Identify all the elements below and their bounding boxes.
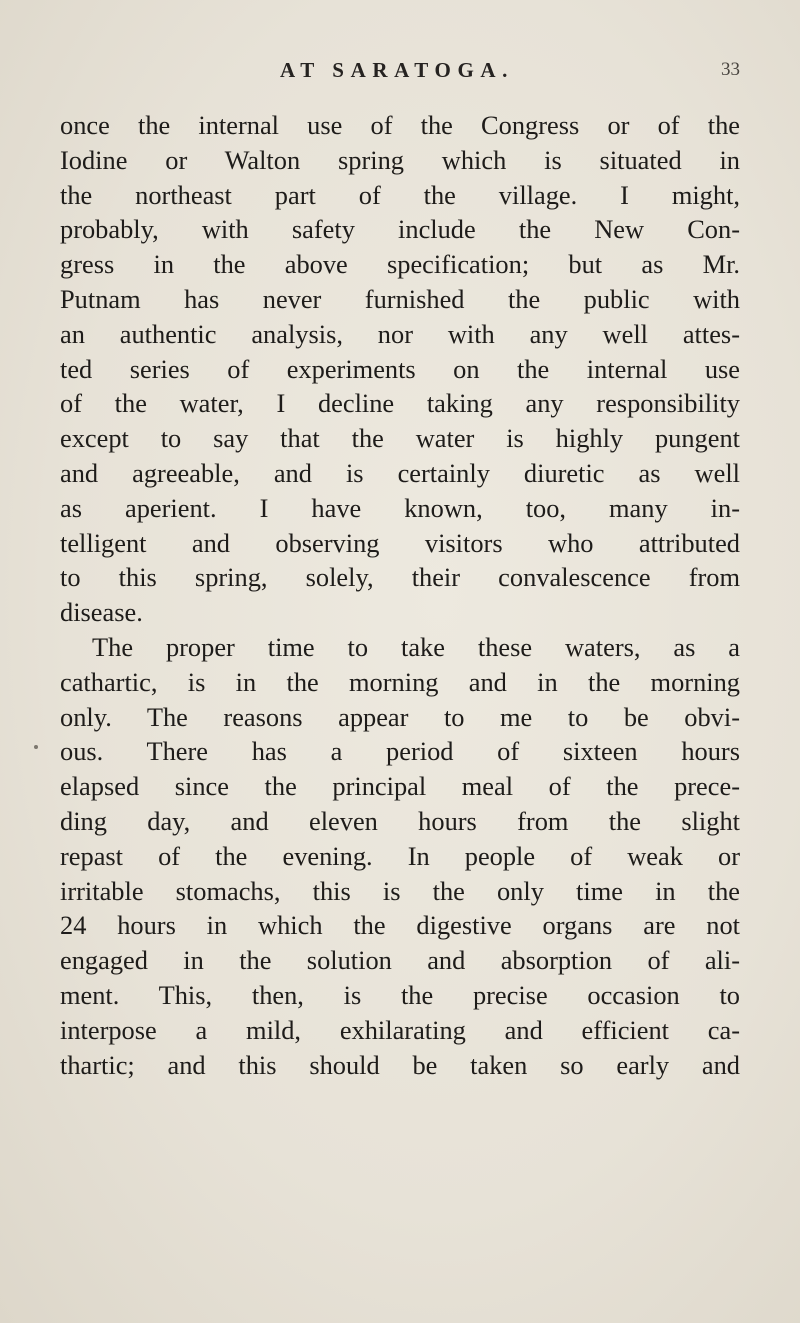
text-line: as aperient. I have known, too, many in- bbox=[60, 492, 740, 523]
text-line: probably, with safety include the New Con- bbox=[60, 214, 740, 245]
text-line: only. The reasons appear to me to be obvi- bbox=[60, 701, 740, 732]
text-line: an authentic analysis, nor with any well attes- bbox=[60, 318, 740, 349]
text-line: irritable stomachs, this is the only time in the bbox=[60, 875, 740, 906]
text-line: interpose a mild, exhilarating and efficient ca- bbox=[60, 1014, 740, 1045]
text-line: ous. There has a period of sixteen hours bbox=[60, 736, 740, 767]
text-line: Iodine or Walton spring which is situated in bbox=[60, 144, 740, 175]
body-text bbox=[60, 108, 740, 1082]
paragraph-end-line: disease. bbox=[60, 597, 143, 628]
text-line: once the internal use of the Congress or of the bbox=[60, 110, 740, 140]
text-line: except to say that the water is highly pungent bbox=[60, 423, 740, 454]
page-header bbox=[250, 58, 740, 88]
text-line: cathartic, is in the morning and in the morning bbox=[60, 666, 740, 697]
text-line: and agreeable, and is certainly diuretic as well bbox=[60, 457, 740, 488]
text-line: ted series of experiments on the internal use bbox=[60, 353, 740, 384]
running-title: AT SARATOGA. bbox=[280, 58, 515, 82]
text-line: 24 hours in which the digestive organs are not bbox=[60, 910, 740, 941]
text-line: ding day, and eleven hours from the slight bbox=[60, 805, 740, 836]
text-line: of the water, I decline taking any responsibility bbox=[60, 388, 740, 419]
text-line: ment. This, then, is the precise occasion to bbox=[60, 979, 740, 1010]
text-line: elapsed since the principal meal of the prece- bbox=[60, 771, 740, 802]
text-line: thartic; and this should be taken so early and bbox=[60, 1049, 740, 1080]
text-line: engaged in the solution and absorption of ali- bbox=[60, 945, 740, 976]
text-line: repast of the evening. In people of weak or bbox=[60, 840, 740, 871]
page-number: 33 bbox=[721, 59, 740, 80]
text-line: the northeast part of the village. I might, bbox=[60, 179, 740, 210]
margin-mark bbox=[34, 745, 38, 749]
text-line: telligent and observing visitors who attributed bbox=[60, 527, 740, 558]
paragraph-first-line: The proper time to take these waters, as a bbox=[92, 631, 740, 662]
text-line: gress in the above specification; but as Mr. bbox=[60, 249, 740, 280]
text-line: Putnam has never furnished the public with bbox=[60, 283, 740, 314]
text-line: to this spring, solely, their convalescence from bbox=[60, 562, 740, 593]
